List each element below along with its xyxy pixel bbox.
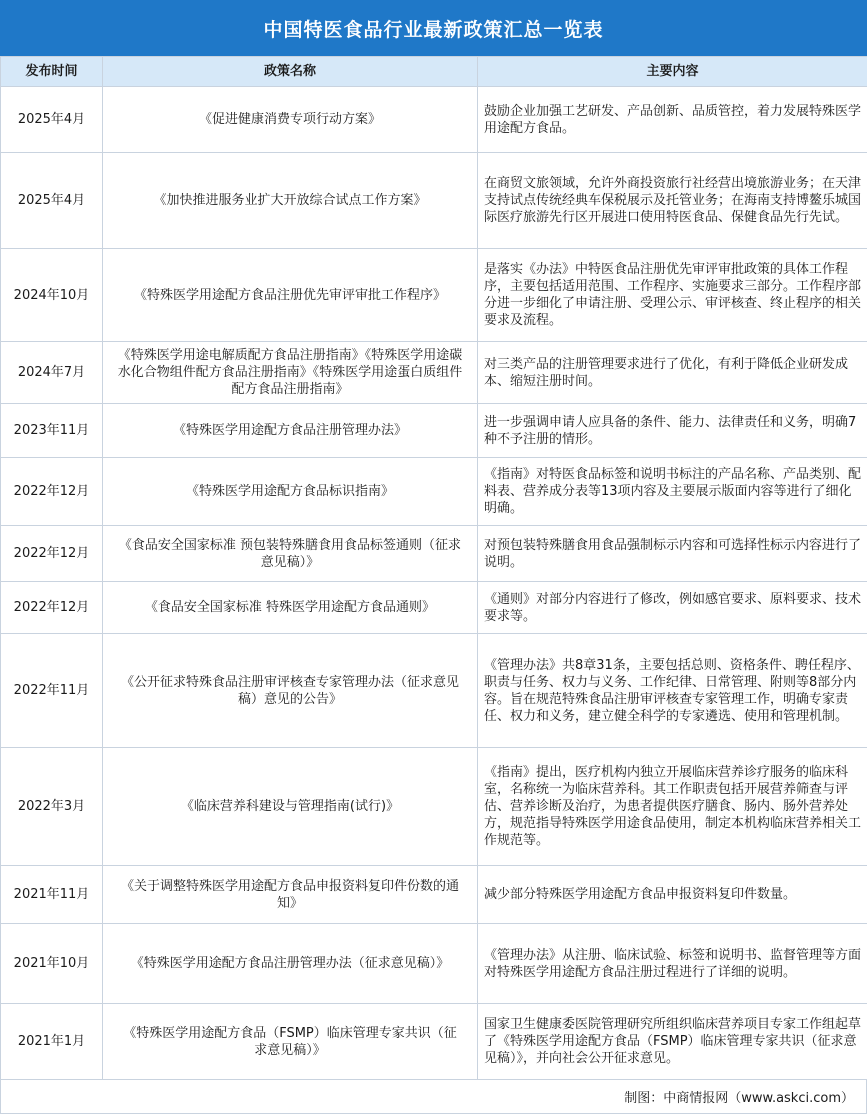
row-content: 是落实《办法》中特医食品注册优先审评审批政策的具体工作程序，主要包括适用范围、工作程序、实施要求三部分。工作程序部分进一步细化了申请注册、受理公示、审评核查、终止程序的相关要求及流程。 bbox=[478, 249, 867, 342]
table-row bbox=[1, 249, 867, 342]
table-row bbox=[1, 87, 867, 153]
header-content: 主要内容 bbox=[478, 57, 867, 87]
row-policy-name: 《食品安全国家标准 特殊医学用途配方食品通则》 bbox=[103, 582, 478, 634]
row-content: 在商贸文旅领域，允许外商投资旅行社经营出境旅游业务；在天津支持试点传统经典车保税展示及托管业务；在海南支持博鳌乐城国际医疗旅游先行区开展进口使用特医食品、保健食品先行先试。 bbox=[478, 153, 867, 249]
row-date: 2021年1月 bbox=[1, 1004, 103, 1080]
table-row bbox=[1, 748, 867, 866]
header-date: 发布时间 bbox=[1, 57, 103, 87]
table-row bbox=[1, 404, 867, 458]
row-date: 2025年4月 bbox=[1, 87, 103, 153]
row-policy-name: 《特殊医学用途配方食品标识指南》 bbox=[103, 458, 478, 526]
row-policy-name: 《加快推进服务业扩大开放综合试点工作方案》 bbox=[103, 153, 478, 249]
row-content: 对预包装特殊膳食用食品强制标示内容和可选择性标示内容进行了说明。 bbox=[478, 526, 867, 582]
row-content: 《管理办法》共8章31条，主要包括总则、资格条件、聘任程序、职责与任务、权力与义务、工作纪律、日常管理、附则等8部分内容。旨在规范特殊食品注册审评核查专家管理工作，明确专家责任、权力和义务，建立健全科学的专家遴选、使用和管理机制。 bbox=[478, 634, 867, 748]
row-date: 2021年11月 bbox=[1, 866, 103, 924]
row-policy-name: 《公开征求特殊食品注册审评核查专家管理办法（征求意见稿）意见的公告》 bbox=[103, 634, 478, 748]
table-row bbox=[1, 866, 867, 924]
row-date: 2025年4月 bbox=[1, 153, 103, 249]
row-content: 国家卫生健康委医院管理研究所组织临床营养项目专家工作组起草了《特殊医学用途配方食品（FSMP）临床管理专家共识（征求意见稿）》，并向社会公开征求意见。 bbox=[478, 1004, 867, 1080]
row-content: 进一步强调申请人应具备的条件、能力、法律责任和义务，明确7种不予注册的情形。 bbox=[478, 404, 867, 458]
source-credit-text: 制图：中商情报网（www.askci.com） bbox=[624, 1087, 854, 1106]
table-row bbox=[1, 634, 867, 748]
row-content: 对三类产品的注册管理要求进行了优化，有利于降低企业研发成本、缩短注册时间。 bbox=[478, 342, 867, 404]
table-row bbox=[1, 1004, 867, 1080]
row-date: 2022年11月 bbox=[1, 634, 103, 748]
page-title: 中国特医食品行业最新政策汇总一览表 bbox=[0, 0, 867, 56]
row-content: 鼓励企业加强工艺研发、产品创新、品质管控，着力发展特殊医学用途配方食品。 bbox=[478, 87, 867, 153]
row-policy-name: 《特殊医学用途配方食品注册管理办法》 bbox=[103, 404, 478, 458]
table-row bbox=[1, 526, 867, 582]
row-date: 2023年11月 bbox=[1, 404, 103, 458]
row-policy-name: 《特殊医学用途配方食品注册优先审评审批工作程序》 bbox=[103, 249, 478, 342]
row-content: 《指南》对特医食品标签和说明书标注的产品名称、产品类别、配料表、营养成分表等13项内容及主要展示版面内容等进行了细化明确。 bbox=[478, 458, 867, 526]
row-policy-name: 《特殊医学用途配方食品注册管理办法（征求意见稿）》 bbox=[103, 924, 478, 1004]
row-date: 2021年10月 bbox=[1, 924, 103, 1004]
row-content: 《通则》对部分内容进行了修改，例如感官要求、原料要求、技术要求等。 bbox=[478, 582, 867, 634]
row-policy-name: 《特殊医学用途配方食品（FSMP）临床管理专家共识（征求意见稿）》 bbox=[103, 1004, 478, 1080]
row-policy-name: 《促进健康消费专项行动方案》 bbox=[103, 87, 478, 153]
row-policy-name: 《关于调整特殊医学用途配方食品申报资料复印件份数的通知》 bbox=[103, 866, 478, 924]
row-date: 2024年7月 bbox=[1, 342, 103, 404]
row-policy-name: 《食品安全国家标准 预包装特殊膳食用食品标签通则（征求意见稿）》 bbox=[103, 526, 478, 582]
row-content: 《管理办法》从注册、临床试验、标签和说明书、监督管理等方面对特殊医学用途配方食品注册过程进行了详细的说明。 bbox=[478, 924, 867, 1004]
table-row bbox=[1, 153, 867, 249]
row-policy-name: 《临床营养科建设与管理指南(试行)》 bbox=[103, 748, 478, 866]
row-content: 减少部分特殊医学用途配方食品申报资料复印件数量。 bbox=[478, 866, 867, 924]
source-credit bbox=[0, 1080, 867, 1114]
table-row bbox=[1, 342, 867, 404]
row-date: 2024年10月 bbox=[1, 249, 103, 342]
row-date: 2022年12月 bbox=[1, 458, 103, 526]
row-content: 《指南》提出，医疗机构内独立开展临床营养诊疗服务的临床科室，名称统一为临床营养科。其工作职责包括开展营养筛查与评估、营养诊断及治疗，为患者提供医疗膳食、肠内、肠外营养处方，规范指导特殊医学用途食品使用，制定本机构临床营养相关工作规范等。 bbox=[478, 748, 867, 866]
row-date: 2022年12月 bbox=[1, 526, 103, 582]
table-row bbox=[1, 582, 867, 634]
table-row bbox=[1, 458, 867, 526]
header-policy-name: 政策名称 bbox=[103, 57, 478, 87]
row-date: 2022年3月 bbox=[1, 748, 103, 866]
row-policy-name: 《特殊医学用途电解质配方食品注册指南》《特殊医学用途碳水化合物组件配方食品注册指南》《特殊医学用途蛋白质组件配方食品注册指南》 bbox=[103, 342, 478, 404]
table-row bbox=[1, 924, 867, 1004]
policy-table bbox=[0, 56, 867, 1080]
table-header-row bbox=[1, 57, 867, 87]
row-date: 2022年12月 bbox=[1, 582, 103, 634]
